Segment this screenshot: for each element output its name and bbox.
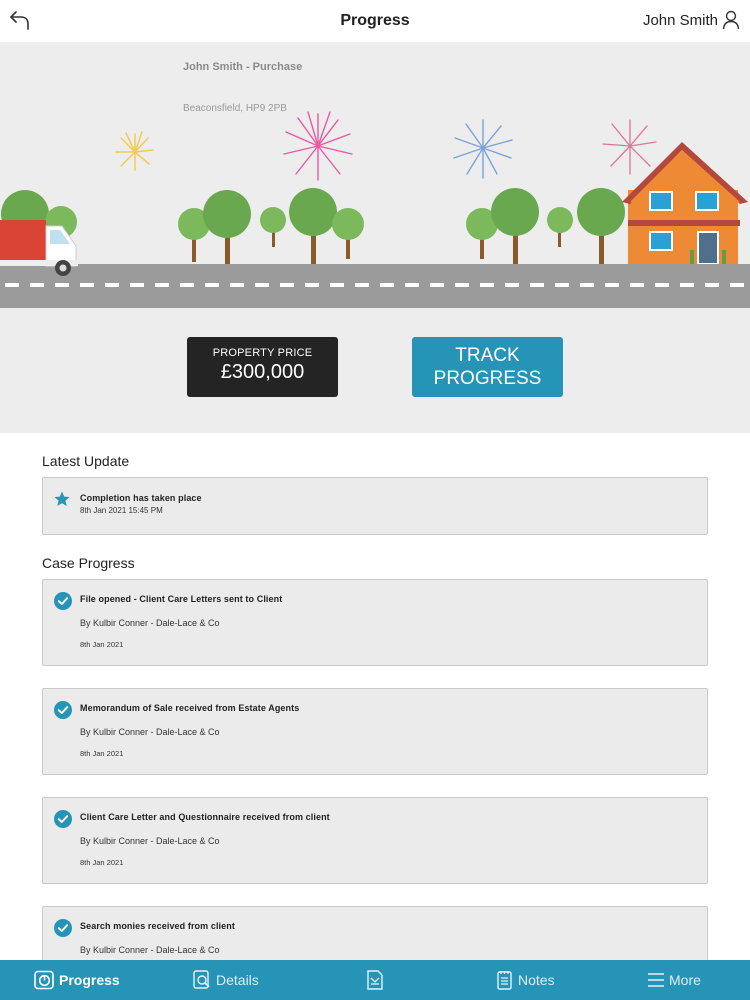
nav-more-label: More [669, 972, 701, 988]
track-progress-button[interactable] [412, 337, 563, 397]
progress-item-date: 8th Jan 2021 [80, 640, 124, 649]
case-progress-heading: Case Progress [42, 555, 135, 571]
latest-update-card[interactable] [42, 477, 708, 535]
nav-notes-label: Notes [518, 972, 555, 988]
firework-blue [454, 120, 512, 178]
check-circle-icon [54, 919, 72, 937]
progress-item-title: Client Care Letter and Questionnaire received from client [80, 812, 330, 822]
case-title: John Smith - Purchase [183, 61, 303, 73]
price-value: £300,000 [220, 361, 305, 383]
progress-item[interactable] [42, 688, 708, 775]
progress-icon [34, 970, 54, 990]
trees-right [466, 188, 625, 265]
user-menu[interactable] [643, 10, 740, 30]
progress-item-title: Memorandum of Sale received from Estate Agents [80, 703, 300, 713]
moving-day-illustration [0, 42, 750, 312]
progress-item[interactable] [42, 797, 708, 884]
progress-item-date: 8th Jan 2021 [80, 858, 124, 867]
nav-documents[interactable] [366, 960, 389, 1000]
progress-item-author: By Kulbir Conner - Dale-Lace & Co [80, 727, 220, 737]
track-button-line-1: TRACK [455, 345, 520, 366]
check-circle-icon [54, 592, 72, 610]
property-address: Beaconsfield, HP9 2PB [183, 103, 287, 114]
nav-more[interactable] [648, 960, 701, 1000]
bottom-nav [0, 960, 750, 1000]
progress-item[interactable] [42, 579, 708, 666]
progress-item-author: By Kulbir Conner - Dale-Lace & Co [80, 945, 220, 955]
details-icon [193, 970, 211, 990]
notes-icon [497, 970, 513, 990]
latest-update-timestamp: 8th Jan 2021 15:45 PM [80, 506, 163, 515]
latest-update-title: Completion has taken place [80, 493, 202, 503]
firework-pink-right [603, 120, 656, 174]
nav-details[interactable] [193, 960, 259, 1000]
price-label: PROPERTY PRICE [212, 347, 313, 359]
user-icon [722, 10, 740, 30]
page-title: Progress [340, 12, 410, 29]
nav-progress[interactable] [34, 960, 120, 1000]
menu-icon [648, 972, 664, 988]
document-icon [366, 970, 384, 990]
nav-notes[interactable] [497, 960, 555, 1000]
firework-pink [284, 112, 352, 180]
check-circle-icon [54, 810, 72, 828]
progress-item-title: Search monies received from client [80, 921, 235, 931]
top-bar [0, 0, 750, 42]
progress-item-title: File opened - Client Care Letters sent to Client [80, 594, 283, 604]
star-icon [53, 490, 71, 508]
hero-banner [0, 42, 750, 433]
firework-yellow [116, 132, 153, 170]
nav-details-label: Details [216, 972, 259, 988]
house [622, 142, 748, 266]
track-button-line-2: PROGRESS [433, 368, 542, 389]
property-price-box [187, 337, 338, 397]
user-name: John Smith [642, 11, 718, 29]
progress-item-author: By Kulbir Conner - Dale-Lace & Co [80, 836, 220, 846]
latest-update-heading: Latest Update [42, 453, 130, 469]
nav-progress-label: Progress [59, 972, 120, 988]
progress-item-date: 8th Jan 2021 [80, 749, 124, 758]
progress-item-author: By Kulbir Conner - Dale-Lace & Co [80, 618, 220, 628]
check-circle-icon [54, 701, 72, 719]
